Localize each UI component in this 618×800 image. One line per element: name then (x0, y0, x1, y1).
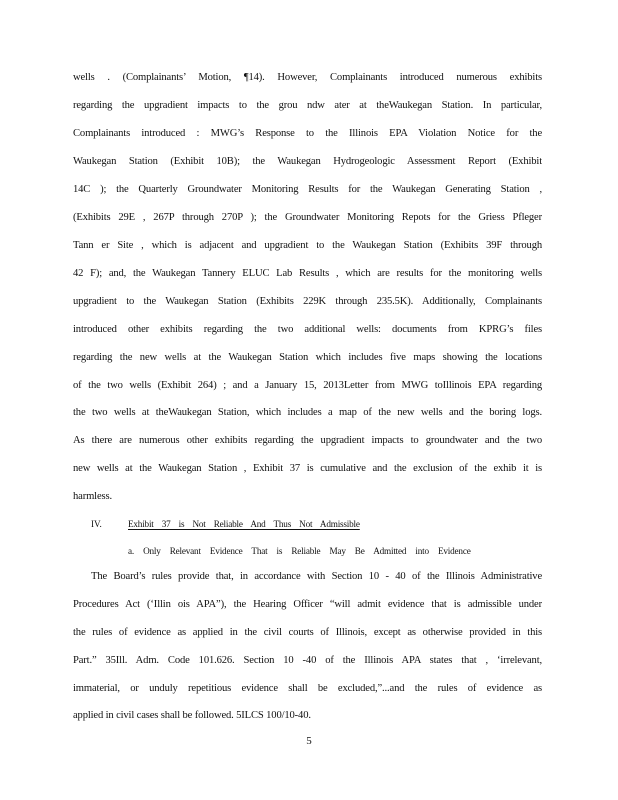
body-line: immaterial, or unduly repetitious evidence shall be excluded,”...and the rules of evidence as (73, 683, 542, 694)
body-line: wells . (Complainants’ Motion, ¶14). However, Complainants introduced numerous exhibits (73, 72, 542, 83)
body-line: the rules of evidence as applied in the civil courts of Illinois, except as otherwise provided in this (73, 627, 542, 638)
body-line: The Board’s rules provide that, in accordance with Section 10 - 40 of the Illinois Administrative (91, 571, 542, 582)
section-title: Exhibit 37 is Not Reliable And Thus Not Admissible (128, 519, 360, 529)
body-line: of the two wells (Exhibit 264) ; and a January 15, 2013Letter from MWG toIllinois EPA regarding (73, 380, 542, 391)
body-line: Complainants introduced : MWG’s Response to the Illinois EPA Violation Notice for the (73, 128, 542, 139)
body-line: Waukegan Station (Exhibit 10B); the Waukegan Hydrogeologic Assessment Report (Exhibit (73, 156, 542, 167)
body-line: the two wells at theWaukegan Station, which includes a map of the new wells and the boring logs. (73, 407, 542, 418)
body-line: regarding the new wells at the Waukegan Station which includes five maps showing the locations (73, 352, 542, 363)
body-line: new wells at the Waukegan Station , Exhibit 37 is cumulative and the exclusion of the exhib it is (73, 463, 542, 474)
body-line: introduced other exhibits regarding the two additional wells: documents from KPRG’s files (73, 324, 542, 335)
body-line: regarding the upgradient impacts to the grou ndw ater at theWaukegan Station. In particular, (73, 100, 542, 111)
body-line: Procedures Act (‘Illin ois APA”), the Hearing Officer “will admit evidence that is admissible under (73, 599, 542, 610)
subsection-heading: a. Only Relevant Evidence That is Reliable May Be Admitted into Evidence (128, 546, 471, 556)
section-number: IV. (91, 519, 102, 529)
body-line: Tann er Site , which is adjacent and upgradient to the Waukegan Station (Exhibits 39F through (73, 240, 542, 251)
body-line: upgradient to the Waukegan Station (Exhibits 229K through 235.5K). Additionally, Complainants (73, 296, 542, 307)
body-line: 42 F); and, the Waukegan Tannery ELUC Lab Results , which are results for the monitoring wells (73, 268, 542, 279)
page-number: 5 (306, 735, 312, 747)
body-line: (Exhibits 29E , 267P through 270P ); the Groundwater Monitoring Repots for the Griess Pfleger (73, 212, 542, 223)
body-line: applied in civil cases shall be followed. 5ILCS 100/10-40. (73, 710, 311, 721)
body-line: Part.” 35Ill. Adm. Code 101.626. Section 10 -40 of the Illinois APA states that , ‘irrelevant, (73, 655, 542, 666)
section-heading (91, 518, 410, 530)
body-line: 14C ); the Quarterly Groundwater Monitoring Results for the Waukegan Generating Station , (73, 184, 542, 195)
body-line: harmless. (73, 491, 112, 502)
body-line: As there are numerous other exhibits regarding the upgradient impacts to groundwater and the two (73, 435, 542, 446)
